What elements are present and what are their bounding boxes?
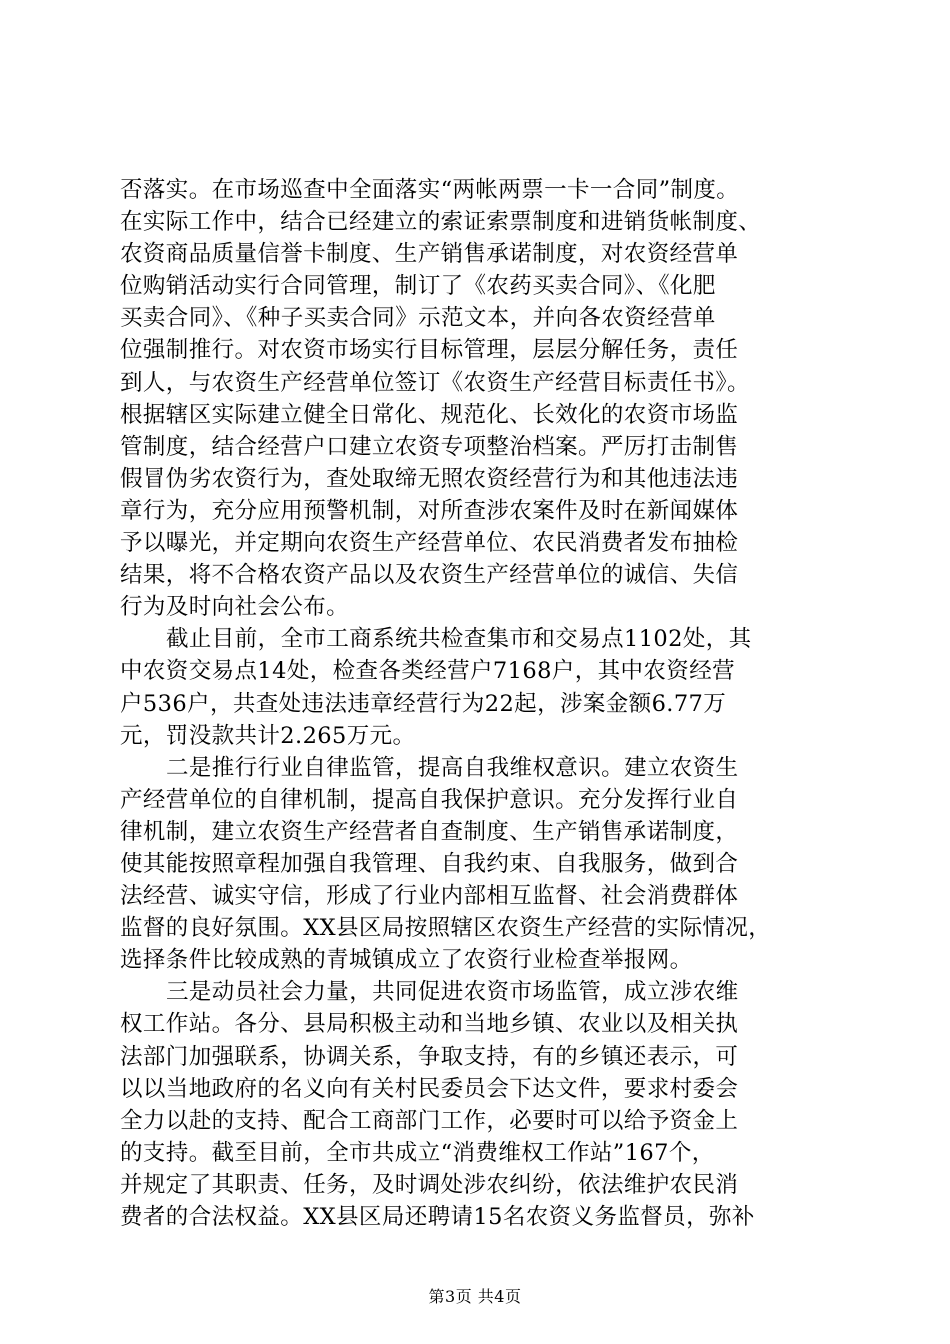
text-line: 监督的良好氛围。XX县区局按照辖区农资生产经营的实际情况， (120, 915, 772, 942)
text-line: 权工作站。各分、县局积极主动和当地乡镇、农业以及相关执 (120, 1011, 739, 1038)
text-line: 使其能按照章程加强自我管理、自我约束、自我服务，做到合 (120, 850, 739, 877)
text-line: 位强制推行。对农资市场实行目标管理，层层分解任务，责任 (120, 337, 739, 364)
body-text (120, 174, 840, 1233)
text-line: 管制度，结合经营户口建立农资专项整治档案。严厉打击制售 (120, 433, 739, 460)
text-line: 予以曝光，并定期向农资生产经营单位、农民消费者发布抽检 (120, 530, 739, 557)
text-line: 选择条件比较成熟的青城镇成立了农资行业检查举报网。 (120, 947, 693, 974)
text-line: 位购销活动实行合同管理，制订了《农药买卖合同》、《化肥 (120, 273, 716, 300)
page-footer (0, 1287, 950, 1307)
text-line: 费者的合法权益。XX县区局还聘请15名农资义务监督员，弥补 (120, 1204, 755, 1230)
text-line: 律机制，建立农资生产经营者自查制度、生产销售承诺制度， (120, 818, 739, 845)
text-line: 假冒伪劣农资行为，查处取缔无照农资经营行为和其他违法违 (120, 465, 739, 492)
text-line: 结果，将不合格农资产品以及农资生产经营单位的诚信、失信 (120, 562, 739, 589)
text-line: 户536户，共查处违法违章经营行为22起，涉案金额6.77万 (120, 690, 727, 717)
text-line: 并规定了其职责、任务，及时调处涉农纠纷，依法维护农民消 (120, 1171, 739, 1198)
text-line: 在实际工作中，结合已经建立的索证索票制度和进销货帐制度、 (120, 209, 762, 236)
paragraph-start-line: 三是动员社会力量，共同促进农资市场监管，成立涉农维 (166, 979, 739, 1006)
text-line: 中农资交易点14处，检查各类经营户7168户，其中农资经营 (120, 658, 735, 685)
text-line: 否落实。在市场巡查中全面落实“两帐两票一卡一合同”制度。 (120, 177, 740, 203)
text-line: 产经营单位的自律机制，提高自我保护意识。充分发挥行业自 (120, 786, 739, 813)
text-line: 行为及时向社会公布。 (120, 594, 350, 621)
text-line: 章行为，充分应用预警机制，对所查涉农案件及时在新闻媒体 (120, 497, 739, 524)
text-line: 法部门加强联系，协调关系，争取支持，有的乡镇还表示，可 (120, 1043, 739, 1070)
text-line: 农资商品质量信誉卡制度、生产销售承诺制度，对农资经营单 (120, 241, 739, 268)
text-line: 到人，与农资生产经营单位签订《农资生产经营目标责任书》。 (120, 369, 750, 396)
text-line: 以以当地政府的名义向有关村民委员会下达文件，要求村委会 (120, 1075, 739, 1102)
text-line: 买卖合同》、《种子买卖合同》示范文本，并向各农资经营单 (120, 305, 716, 332)
paragraph-start-line: 二是推行行业自律监管，提高自我维权意识。建立农资生 (166, 754, 739, 781)
page-number-label: 第3页 共4页 (428, 1287, 522, 1306)
paragraph-start-line: 截止目前，全市工商系统共检查集市和交易点1102处，其 (166, 626, 752, 653)
text-line: 法经营、诚实守信，形成了行业内部相互监督、社会消费群体 (120, 883, 739, 910)
text-line: 全力以赴的支持、配合工商部门工作，必要时可以给予资金上 (120, 1107, 739, 1134)
text-line: 元，罚没款共计2.265万元。 (120, 722, 416, 749)
text-line: 根据辖区实际建立健全日常化、规范化、长效化的农资市场监 (120, 401, 739, 428)
text-line: 的支持。截至目前，全市共成立“消费维权工作站”167个， (120, 1139, 715, 1166)
